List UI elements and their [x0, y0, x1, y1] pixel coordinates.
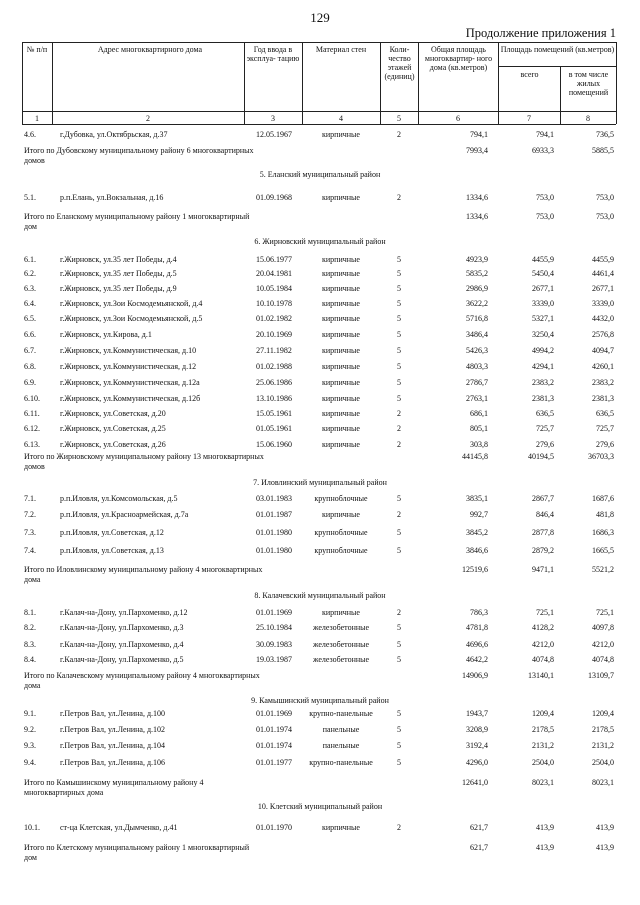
total-label: Итого по Еланскому муниципальному району 1 многоквартирный дом [24, 212, 250, 231]
row-year: 01.01.1977 [256, 758, 292, 767]
row-material: кирпичные [322, 269, 360, 278]
row-premises-all: 3250,4 [532, 330, 554, 339]
row-material: кирпичные [322, 394, 360, 403]
row-year: 20.10.1969 [256, 330, 292, 339]
total-premises-all: 13140,1 [528, 671, 554, 680]
row-address: г.Жирновск, ул.35 лет Победы, д.5 [60, 269, 177, 278]
row-premises-all: 3339,0 [532, 299, 554, 308]
row-total-area: 621,7 [470, 823, 488, 832]
row-material: панельные [322, 741, 360, 750]
row-total-area: 5426,3 [466, 346, 488, 355]
row-premises-living: 2677,1 [592, 284, 614, 293]
row-premises-living: 4432,0 [592, 314, 614, 323]
total-label: Итого по Камышинскому муниципальному району 4 многоквартирных дома [24, 778, 204, 797]
row-number: 4.6. [24, 130, 36, 139]
row-number: 6.7. [24, 346, 36, 355]
row-premises-all: 4994,2 [532, 346, 554, 355]
total-label: Итого по Дубовскому муниципальному району 6 многоквартирных домов [24, 146, 254, 165]
row-floors: 5 [397, 362, 401, 371]
row-floors: 2 [397, 440, 401, 449]
row-total-area: 3208,9 [466, 725, 488, 734]
row-material: панельные [322, 725, 360, 734]
row-address: ст-ца Клетская, ул.Дымченко, д.41 [60, 823, 178, 832]
total-premises-all: 9471,1 [532, 565, 554, 574]
row-number: 6.4. [24, 299, 36, 308]
row-year: 25.06.1986 [256, 378, 292, 387]
total-premises-living: 5521,2 [592, 565, 614, 574]
row-premises-living: 4461,4 [592, 269, 614, 278]
row-total-area: 1943,7 [466, 709, 488, 718]
section-heading: 7. Иловлинский муниципальный район [253, 478, 387, 487]
row-floors: 2 [397, 424, 401, 433]
colnum: 1 [35, 114, 39, 123]
row-address: г.Калач-на-Дону, ул.Пархоменко, д.3 [60, 623, 184, 632]
row-number: 6.5. [24, 314, 36, 323]
row-premises-living: 4212,0 [592, 640, 614, 649]
row-total-area: 794,1 [470, 130, 488, 139]
colnum: 7 [527, 114, 531, 123]
row-address: г.Жирновск, ул.Коммунистическая, д.12б [60, 394, 201, 403]
row-year: 12.05.1967 [256, 130, 292, 139]
colnum: 8 [586, 114, 590, 123]
row-number: 6.10. [24, 394, 40, 403]
row-premises-all: 2879,2 [532, 546, 554, 555]
row-premises-all: 4455,9 [532, 255, 554, 264]
section-heading: 5. Еланский муниципальный район [259, 170, 381, 179]
header-premises-all: всего [520, 70, 539, 79]
row-year: 15.05.1961 [256, 409, 292, 418]
row-number: 6.2. [24, 269, 36, 278]
row-address: г.Петров Вал, ул.Ленина, д.100 [60, 709, 166, 718]
row-number: 9.3. [24, 741, 36, 750]
row-material: железобетонные [312, 655, 370, 664]
row-premises-living: 2178,5 [592, 725, 614, 734]
row-floors: 5 [397, 655, 401, 664]
row-number: 6.8. [24, 362, 36, 371]
total-premises-living: 413,9 [596, 843, 614, 852]
row-address: г.Дубовка, ул.Октябрьская, д.37 [60, 130, 168, 139]
row-total-area: 2786,7 [466, 378, 488, 387]
row-floors: 5 [397, 284, 401, 293]
row-number: 8.2. [24, 623, 36, 632]
section-heading: 10. Клетский муниципальный район [257, 802, 383, 811]
row-total-area: 992,7 [470, 510, 488, 519]
row-premises-all: 4294,1 [532, 362, 554, 371]
row-premises-living: 725,7 [596, 424, 614, 433]
row-floors: 5 [397, 378, 401, 387]
row-material: кирпичные [322, 299, 360, 308]
row-address: г.Жирновск, ул.Зои Космодемьянской, д.5 [60, 314, 203, 323]
row-material: кирпичные [322, 823, 360, 832]
row-total-area: 3192,4 [466, 741, 488, 750]
row-year: 01.01.1974 [256, 725, 292, 734]
row-number: 8.4. [24, 655, 36, 664]
row-premises-all: 4074,8 [532, 655, 554, 664]
row-address: г.Калач-на-Дону, ул.Пархоменко, д.4 [60, 640, 184, 649]
row-address: г.Жирновск, ул.Коммунистическая, д.12а [60, 378, 200, 387]
row-total-area: 2763,1 [466, 394, 488, 403]
total-area: 12519,6 [462, 565, 488, 574]
total-premises-living: 36703,3 [588, 452, 614, 461]
row-number: 5.1. [24, 193, 36, 202]
row-number: 9.1. [24, 709, 36, 718]
row-floors: 2 [397, 130, 401, 139]
row-total-area: 3845,2 [466, 528, 488, 537]
row-material: кирпичные [322, 314, 360, 323]
row-year: 15.06.1960 [256, 440, 292, 449]
header-premises-area: Площадь помещений (кв.метров) [500, 45, 615, 54]
row-number: 6.11. [24, 409, 40, 418]
total-area: 12641,0 [462, 778, 488, 787]
row-material: кирпичные [322, 424, 360, 433]
row-address: р.п.Иловля, ул.Комсомольская, д.5 [60, 494, 178, 503]
row-number: 7.2. [24, 510, 36, 519]
row-total-area: 3622,2 [466, 299, 488, 308]
row-floors: 5 [397, 546, 401, 555]
row-address: р.п.Иловля, ул.Советская, д.12 [60, 528, 164, 537]
colnum: 2 [146, 114, 150, 123]
row-number: 9.2. [24, 725, 36, 734]
row-year: 30.09.1983 [256, 640, 292, 649]
row-premises-living: 1687,6 [592, 494, 614, 503]
row-premises-all: 2383,2 [532, 378, 554, 387]
row-premises-all: 2381,3 [532, 394, 554, 403]
row-material: крупно-панельные [309, 758, 373, 767]
row-year: 01.01.1974 [256, 741, 292, 750]
page-number: 129 [310, 10, 330, 25]
total-premises-all: 6933,3 [532, 146, 554, 155]
header-premises-living: в том числе жилых помещений [568, 70, 609, 97]
row-floors: 2 [397, 510, 401, 519]
row-year: 01.01.1969 [256, 608, 292, 617]
row-material: кирпичные [322, 130, 360, 139]
row-floors: 5 [397, 299, 401, 308]
section-heading: 9. Камышинский муниципальный район [251, 696, 389, 705]
row-year: 01.09.1968 [256, 193, 292, 202]
row-number: 6.9. [24, 378, 36, 387]
row-premises-all: 636,5 [536, 409, 554, 418]
row-material: кирпичные [322, 362, 360, 371]
row-premises-living: 2576,8 [592, 330, 614, 339]
row-address: г.Жирновск, ул.Кирова, д.1 [60, 330, 152, 339]
row-year: 20.04.1981 [256, 269, 292, 278]
total-area: 44145,8 [462, 452, 488, 461]
row-premises-all: 4212,0 [532, 640, 554, 649]
total-premises-living: 13109,7 [588, 671, 614, 680]
row-floors: 5 [397, 528, 401, 537]
continuation-title: Продолжение приложения 1 [465, 26, 616, 40]
row-premises-living: 4097,8 [592, 623, 614, 632]
row-year: 01.01.1980 [256, 546, 292, 555]
row-year: 03.01.1983 [256, 494, 292, 503]
row-year: 10.05.1984 [256, 284, 292, 293]
row-material: железобетонные [312, 640, 370, 649]
row-material: кирпичные [322, 409, 360, 418]
row-year: 19.03.1987 [256, 655, 292, 664]
row-premises-all: 2677,1 [532, 284, 554, 293]
row-floors: 5 [397, 741, 401, 750]
row-number: 9.4. [24, 758, 36, 767]
row-floors: 2 [397, 823, 401, 832]
row-floors: 2 [397, 193, 401, 202]
row-material: кирпичные [322, 255, 360, 264]
row-premises-living: 753,0 [596, 193, 614, 202]
row-year: 01.01.1980 [256, 528, 292, 537]
row-total-area: 5835,2 [466, 269, 488, 278]
row-total-area: 4803,3 [466, 362, 488, 371]
row-number: 6.12. [24, 424, 40, 433]
row-address: г.Жирновск, ул.Советская, д.26 [60, 440, 166, 449]
row-material: крупноблочные [314, 528, 368, 537]
section-heading: 8. Калачевский муниципальный район [254, 591, 386, 600]
row-premises-all: 5327,1 [532, 314, 554, 323]
row-premises-all: 2178,5 [532, 725, 554, 734]
row-floors: 5 [397, 255, 401, 264]
header-floors: Коли- чество этажей (единиц) [384, 45, 415, 81]
row-material: кирпичные [322, 510, 360, 519]
header-year: Год ввода в эксплуа- тацию [246, 45, 300, 63]
total-premises-living: 5885,5 [592, 146, 614, 155]
row-year: 10.10.1978 [256, 299, 292, 308]
row-number: 10.1. [24, 823, 40, 832]
total-label: Итого по Калачевскому муниципальному району 4 многоквартирных дома [24, 671, 260, 690]
row-total-area: 5716,8 [466, 314, 488, 323]
row-number: 8.3. [24, 640, 36, 649]
total-label: Итого по Иловлинскому муниципальному району 4 многоквартирных дома [24, 565, 263, 584]
row-total-area: 686,1 [470, 409, 488, 418]
row-address: р.п.Иловля, ул.Советская, д.13 [60, 546, 164, 555]
row-premises-living: 4094,7 [592, 346, 614, 355]
row-premises-all: 846,4 [536, 510, 554, 519]
row-material: кирпичные [322, 378, 360, 387]
row-address: г.Жирновск, ул.Коммунистическая, д.12 [60, 362, 197, 371]
row-address: г.Жирновск, ул.Зои Космодемьянской, д.4 [60, 299, 203, 308]
row-year: 01.01.1969 [256, 709, 292, 718]
total-premises-living: 8023,1 [592, 778, 614, 787]
row-premises-living: 1686,3 [592, 528, 614, 537]
row-premises-all: 279,6 [536, 440, 554, 449]
row-floors: 5 [397, 269, 401, 278]
row-number: 8.1. [24, 608, 36, 617]
row-year: 27.11.1982 [256, 346, 292, 355]
row-year: 01.05.1961 [256, 424, 292, 433]
row-premises-living: 413,9 [596, 823, 614, 832]
row-material: железобетонные [312, 623, 370, 632]
row-premises-living: 2504,0 [592, 758, 614, 767]
row-year: 15.06.1977 [256, 255, 292, 264]
row-premises-all: 2131,2 [532, 741, 554, 750]
row-address: г.Петров Вал, ул.Ленина, д.104 [60, 741, 166, 750]
row-premises-living: 725,1 [596, 608, 614, 617]
row-year: 01.02.1982 [256, 314, 292, 323]
row-address: г.Жирновск, ул.Советская, д.25 [60, 424, 166, 433]
row-total-area: 786,3 [470, 608, 488, 617]
row-premises-living: 736,5 [596, 130, 614, 139]
row-premises-living: 2131,2 [592, 741, 614, 750]
row-address: г.Жирновск, ул.35 лет Победы, д.9 [60, 284, 177, 293]
row-material: крупноблочные [314, 546, 368, 555]
row-number: 6.13. [24, 440, 40, 449]
section-heading: 6. Жирновский муниципальный район [254, 237, 386, 246]
row-premises-all: 413,9 [536, 823, 554, 832]
total-area: 7993,4 [466, 146, 488, 155]
total-premises-all: 413,9 [536, 843, 554, 852]
row-total-area: 3835,1 [466, 494, 488, 503]
row-premises-all: 794,1 [536, 130, 554, 139]
row-address: г.Петров Вал, ул.Ленина, д.102 [60, 725, 166, 734]
row-premises-living: 2381,3 [592, 394, 614, 403]
row-total-area: 4296,0 [466, 758, 488, 767]
row-year: 01.01.1987 [256, 510, 292, 519]
row-total-area: 303,8 [470, 440, 488, 449]
row-year: 25.10.1984 [256, 623, 292, 632]
row-address: г.Петров Вал, ул.Ленина, д.106 [60, 758, 166, 767]
total-label: Итого по Жирновскому муниципальному району 13 многоквартирных домов [24, 452, 264, 471]
row-total-area: 3846,6 [466, 546, 488, 555]
row-number: 7.4. [24, 546, 36, 555]
row-address: г.Жирновск, ул.Советская, д.20 [60, 409, 166, 418]
row-address: г.Жирновск, ул.35 лет Победы, д.4 [60, 255, 177, 264]
row-premises-all: 5450,4 [532, 269, 554, 278]
row-premises-living: 4260,1 [592, 362, 614, 371]
row-total-area: 4696,6 [466, 640, 488, 649]
row-floors: 5 [397, 494, 401, 503]
row-material: крупно-панельные [309, 709, 373, 718]
header-total-area: Общая площадь многоквартир- ного дома (кв.метров) [424, 45, 493, 72]
row-premises-living: 481,8 [596, 510, 614, 519]
colnum: 5 [397, 114, 401, 123]
row-floors: 5 [397, 394, 401, 403]
row-premises-all: 2504,0 [532, 758, 554, 767]
row-premises-all: 4128,2 [532, 623, 554, 632]
row-premises-all: 1209,4 [532, 709, 554, 718]
colnum: 3 [271, 114, 275, 123]
row-premises-living: 3339,0 [592, 299, 614, 308]
row-material: кирпичные [322, 440, 360, 449]
row-premises-living: 636,5 [596, 409, 614, 418]
row-premises-all: 2867,7 [532, 494, 554, 503]
row-floors: 5 [397, 640, 401, 649]
row-premises-living: 1209,4 [592, 709, 614, 718]
header-num: № п/п [26, 45, 48, 54]
total-premises-all: 8023,1 [532, 778, 554, 787]
row-premises-living: 4074,8 [592, 655, 614, 664]
row-premises-all: 753,0 [536, 193, 554, 202]
row-number: 6.6. [24, 330, 36, 339]
row-premises-living: 1665,5 [592, 546, 614, 555]
row-total-area: 4642,2 [466, 655, 488, 664]
row-premises-all: 725,1 [536, 608, 554, 617]
row-address: г.Жирновск, ул.Коммунистическая, д.10 [60, 346, 197, 355]
row-number: 7.3. [24, 528, 36, 537]
row-premises-living: 4455,9 [592, 255, 614, 264]
total-label: Итого по Клетскому муниципальному району 1 многоквартирный дом [24, 843, 250, 862]
row-material: крупноблочные [314, 494, 368, 503]
row-premises-all: 725,7 [536, 424, 554, 433]
row-total-area: 2986,9 [466, 284, 488, 293]
row-premises-living: 279,6 [596, 440, 614, 449]
total-area: 14906,9 [462, 671, 488, 680]
row-address: г.Калач-на-Дону, ул.Пархоменко, д.5 [60, 655, 184, 664]
row-total-area: 1334,6 [466, 193, 488, 202]
row-material: кирпичные [322, 346, 360, 355]
row-floors: 5 [397, 758, 401, 767]
row-year: 01.02.1988 [256, 362, 292, 371]
row-floors: 5 [397, 346, 401, 355]
row-total-area: 805,1 [470, 424, 488, 433]
row-floors: 5 [397, 314, 401, 323]
row-floors: 2 [397, 608, 401, 617]
row-total-area: 4781,8 [466, 623, 488, 632]
total-premises-living: 753,0 [596, 212, 614, 221]
header-material: Материал стен [315, 45, 367, 54]
row-address: р.п.Иловля, ул.Красноармейская, д.7а [60, 510, 189, 519]
row-year: 13.10.1986 [256, 394, 292, 403]
total-premises-all: 40194,5 [528, 452, 554, 461]
row-number: 7.1. [24, 494, 36, 503]
total-premises-all: 753,0 [536, 212, 554, 221]
row-material: кирпичные [322, 330, 360, 339]
row-total-area: 3486,4 [466, 330, 488, 339]
header-address: Адрес многоквартирного дома [97, 45, 203, 54]
row-address: г.Калач-на-Дону, ул.Пархоменко, д.12 [60, 608, 188, 617]
row-year: 01.01.1970 [256, 823, 292, 832]
row-premises-living: 2383,2 [592, 378, 614, 387]
row-total-area: 4923,9 [466, 255, 488, 264]
colnum: 4 [339, 114, 343, 123]
total-area: 1334,6 [466, 212, 488, 221]
row-number: 6.1. [24, 255, 36, 264]
row-material: кирпичные [322, 193, 360, 202]
row-material: кирпичные [322, 608, 360, 617]
row-floors: 2 [397, 409, 401, 418]
row-address: р.п.Елань, ул.Вокзальная, д.16 [60, 193, 164, 202]
row-premises-all: 2877,8 [532, 528, 554, 537]
row-material: кирпичные [322, 284, 360, 293]
row-floors: 5 [397, 623, 401, 632]
row-floors: 5 [397, 709, 401, 718]
row-number: 6.3. [24, 284, 36, 293]
row-floors: 5 [397, 725, 401, 734]
colnum: 6 [456, 114, 460, 123]
total-area: 621,7 [470, 843, 488, 852]
row-floors: 5 [397, 330, 401, 339]
